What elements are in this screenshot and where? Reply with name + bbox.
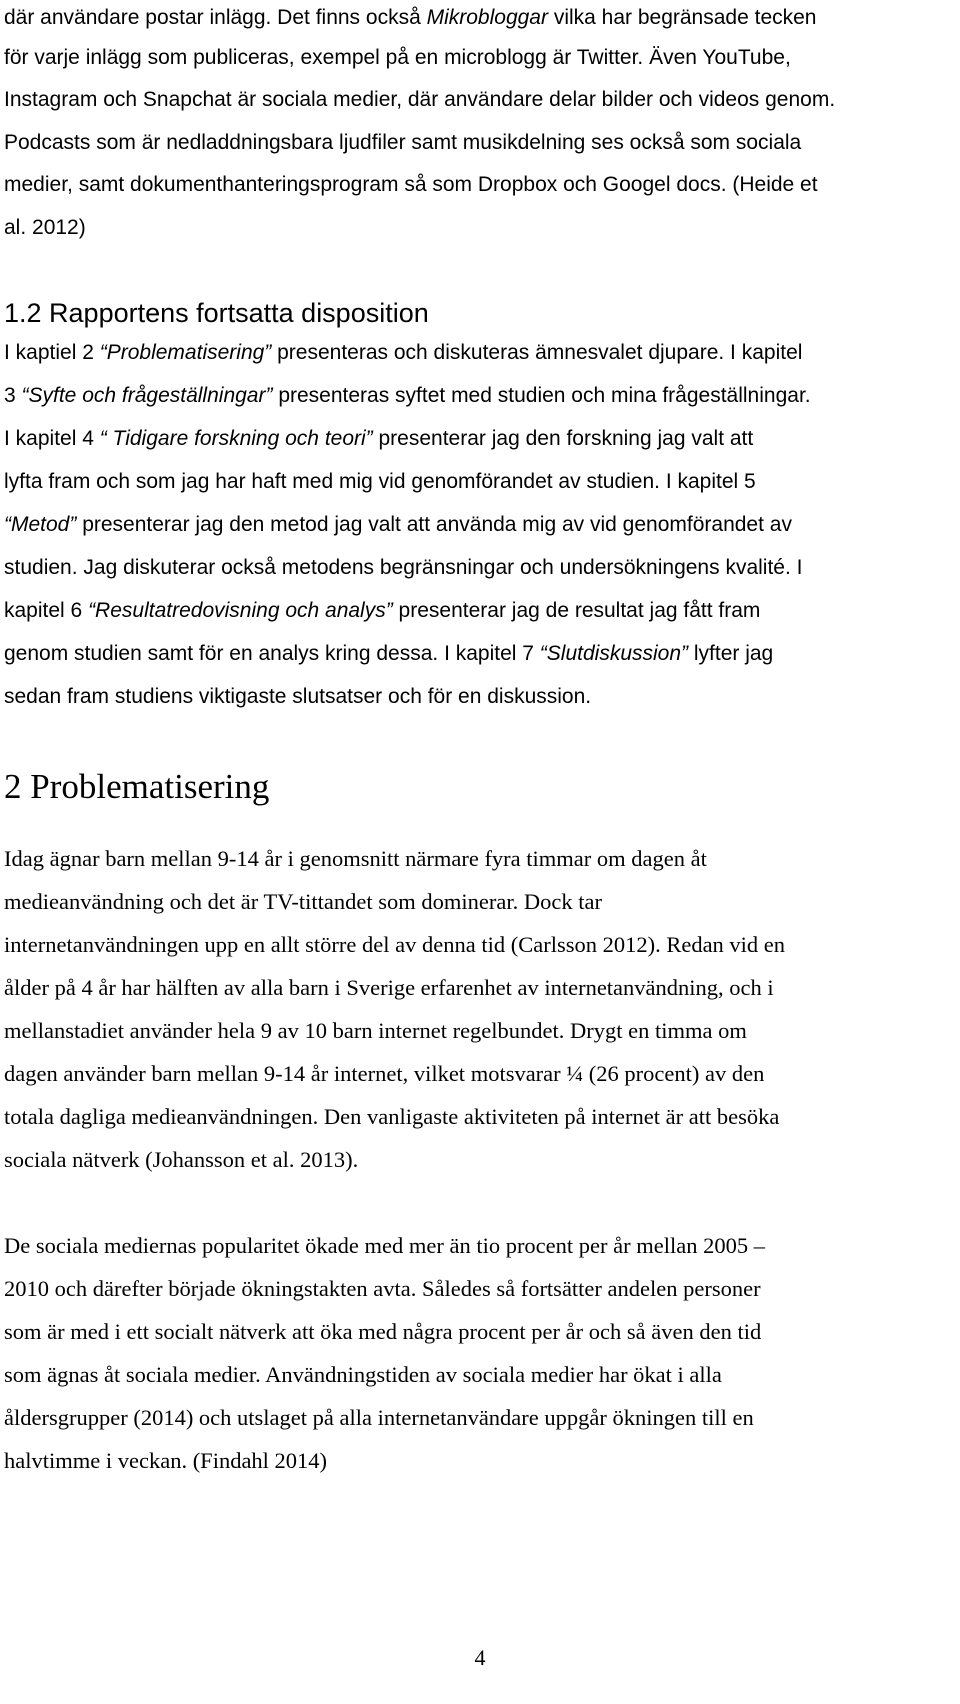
- intro-line: Instagram och Snapchat är sociala medier, där användare delar bilder och videos genom.: [4, 88, 836, 111]
- paragraph-line: som ägnas åt sociala medier. Användningstiden av sociala medier har ökat i alla: [4, 1362, 722, 1387]
- paragraph-line: lyfta fram och som jag har haft med mig vid genomförandet av studien. I kapitel 5: [4, 470, 756, 493]
- paragraph-line: ålder på 4 år har hälften av alla barn i Sverige erfarenhet av internetanvändning, och i: [4, 975, 774, 1000]
- paragraph-line: internetanvändningen upp en allt större del av denna tid (Carlsson 2012). Redan vid en: [4, 932, 786, 957]
- paragraph-line: I kapitel 4 “ Tidigare forskning och teori” presenterar jag den forskning jag valt att: [4, 427, 754, 450]
- paragraph-line: kapitel 6 “Resultatredovisning och analys” presenterar jag de resultat jag fått fram: [4, 599, 761, 622]
- paragraph-line: sedan fram studiens viktigaste slutsatser och för en diskussion.: [4, 685, 592, 708]
- section-heading: 1.2 Rapportens fortsatta disposition: [4, 298, 429, 328]
- intro-line: Podcasts som är nedladdningsbara ljudfiler samt musikdelning ses också som sociala: [4, 131, 802, 154]
- paragraph-line: som är med i ett socialt nätverk att öka med några procent per år och så även den tid: [4, 1319, 762, 1344]
- paragraph-line: “Metod” presenterar jag den metod jag valt att använda mig av vid genomförandet av: [4, 513, 792, 536]
- paragraph-line: 2010 och därefter började ökningstakten avta. Således så fortsätter andelen personer: [4, 1276, 761, 1301]
- intro-line: medier, samt dokumenthanteringsprogram så som Dropbox och Googel docs. (Heide et: [4, 173, 818, 196]
- paragraph-line: dagen använder barn mellan 9-14 år internet, vilket motsvarar ¼ (26 procent) av den: [4, 1061, 765, 1086]
- paragraph-line: I kaptiel 2 “Problematisering” presenteras och diskuteras ämnesvalet djupare. I kapitel: [4, 341, 803, 364]
- paragraph-line: halvtimme i veckan. (Findahl 2014): [4, 1448, 328, 1473]
- intro-line: där användare postar inlägg. Det finns också Mikrobloggar vilka har begränsade tecken: [4, 6, 817, 29]
- intro-line: al. 2012): [4, 216, 86, 239]
- intro-line: för varje inlägg som publiceras, exempel på en microblogg är Twitter. Även YouTube,: [4, 46, 791, 69]
- paragraph-line: Idag ägnar barn mellan 9-14 år i genomsnitt närmare fyra timmar om dagen åt: [4, 846, 707, 871]
- paragraph-line: 3 “Syfte och frågeställningar” presenteras syftet med studien och mina frågeställningar.: [4, 384, 811, 407]
- paragraph-line: medieanvändning och det är TV-tittandet som dominerar. Dock tar: [4, 889, 602, 914]
- paragraph-line: totala dagliga medieanvändningen. Den vanligaste aktiviteten på internet är att besöka: [4, 1104, 780, 1129]
- paragraph-line: genom studien samt för en analys kring dessa. I kapitel 7 “Slutdiskussion” lyfter jag: [4, 642, 774, 665]
- paragraph-line: studien. Jag diskuterar också metodens begränsningar och undersökningens kvalité. I: [4, 556, 803, 579]
- paragraph-line: åldersgrupper (2014) och utslaget på alla internetanvändare uppgår ökningen till en: [4, 1405, 754, 1430]
- chapter-heading: 2 Problematisering: [4, 767, 270, 806]
- paragraph-line: De sociala mediernas popularitet ökade med mer än tio procent per år mellan 2005 –: [4, 1233, 765, 1258]
- paragraph-line: sociala nätverk (Johansson et al. 2013).: [4, 1147, 359, 1172]
- paragraph-line: mellanstadiet använder hela 9 av 10 barn internet regelbundet. Drygt en timma om: [4, 1018, 747, 1043]
- page-number: 4: [474, 1645, 486, 1670]
